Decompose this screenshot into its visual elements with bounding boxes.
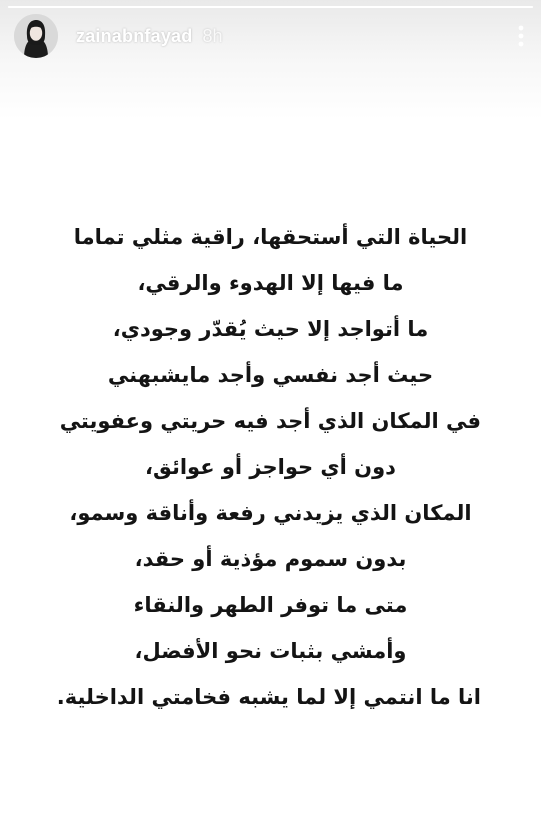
poem-line: انا ما انتمي إلا لما يشبه فخامتي الداخلية. [56,685,481,709]
poem-line: الحياة التي أستحقها، راقية مثلي تماما [73,225,468,249]
poem-line: في المكان الذي أجد فيه حريتي وعفويتي [59,409,481,433]
story-progress-fill [8,6,533,8]
story-text-content [56,214,481,720]
poem-line: ما فيها إلا الهدوء والرقي، [137,271,404,295]
more-vertical-icon [518,25,524,47]
avatar-image [14,14,58,58]
poem-line: بدون سموم مؤذية أو حقد، [134,547,407,571]
profile-avatar[interactable] [14,14,58,58]
poem-line: دون أي حواجز أو عوائق، [145,455,396,479]
poem-line: حيث أجد نفسي وأجد مايشبهني [107,363,434,387]
poem-line: ما أتواجد إلا حيث يُقدّر وجودي، [112,317,429,341]
poem-line: المكان الذي يزيدني رفعة وأناقة وسمو، [69,501,472,525]
more-options-button[interactable] [509,16,533,56]
story-header [14,13,527,59]
story-timestamp: 8h [202,25,223,46]
poem-line: متى ما توفر الطهر والنقاء [133,593,408,617]
story-progress-bar [8,6,533,8]
story-username[interactable]: zainabnfayad [76,25,193,46]
poem-line: وأمشي بثبات نحو الأفضل، [134,639,407,663]
